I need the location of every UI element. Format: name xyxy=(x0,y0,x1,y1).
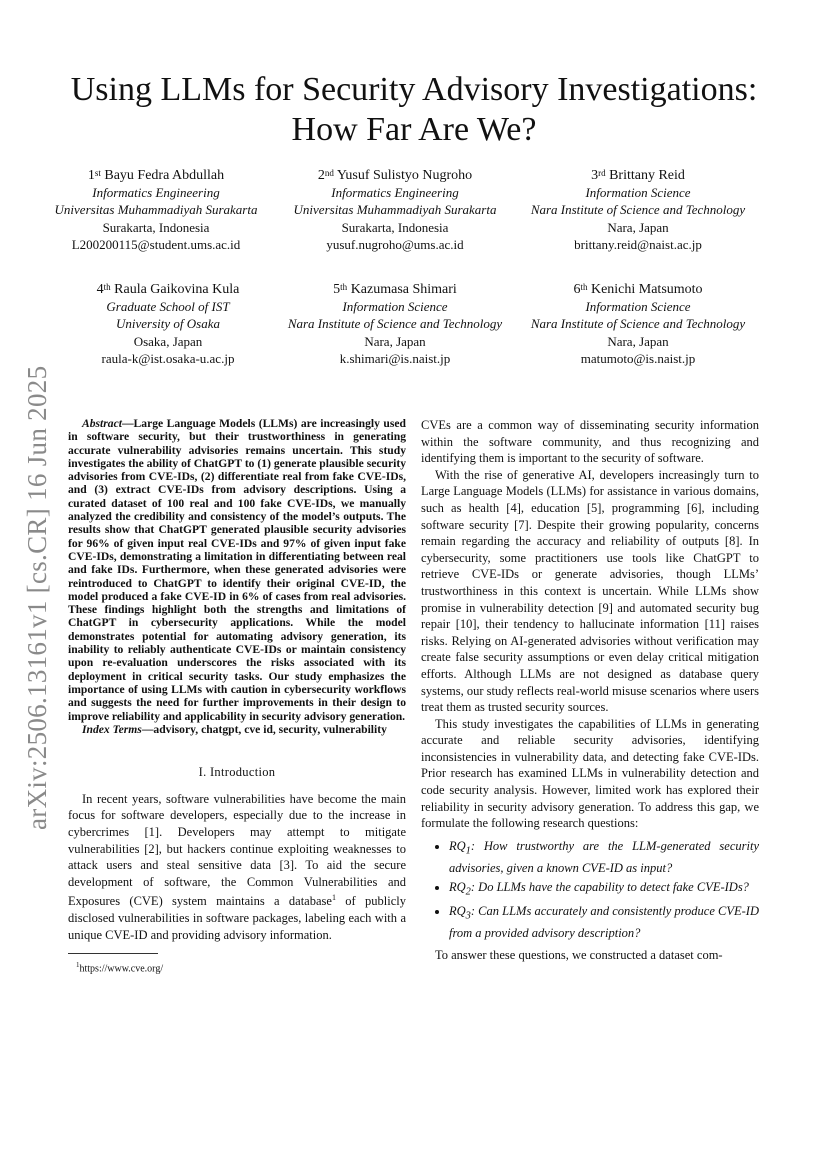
author-email: brittany.reid@naist.ac.jp xyxy=(574,236,702,252)
author-affiliation: Nara Institute of Science and Technology xyxy=(287,316,503,332)
author-affiliation: Nara Institute of Science and Technology xyxy=(530,202,746,218)
footnote-divider xyxy=(68,953,158,954)
author-name: Yusuf Sulistyo Nugroho xyxy=(336,168,473,183)
author-affiliation: Nara Institute of Science and Technology xyxy=(530,316,746,332)
author-department: Information Science xyxy=(342,299,448,315)
author-department: Information Science xyxy=(585,185,691,201)
title-line-2: How Far Are We? xyxy=(291,111,537,148)
footnote: $^1$https://www.cve.org/ xyxy=(76,961,164,975)
author-block-2: 2nd Yusuf Sulistyo Nugroho Informatics Engineering Universitas Muhammadiyah Surakarta Surakarta, Indonesia yusuf.nugroho@ums.ac.id xyxy=(275,167,515,253)
abstract-label: Abstract xyxy=(82,417,122,430)
footnote-marker: 1 xyxy=(331,893,336,903)
author-location: Nara, Japan xyxy=(607,219,669,235)
author-block-6: 6th Kenichi Matsumoto Information Science Nara Institute of Science and Technology Nara, Japan matumoto@is.naist.jp xyxy=(518,281,758,367)
arxiv-identifier-stamp: arXiv:2506.13161v1 [cs.CR] 16 Jun 2025 xyxy=(22,365,52,830)
author-department: Informatics Engineering xyxy=(92,185,220,201)
research-question-3: • $RQ_3$: Can LLMs accurately and consistently produce CVE-ID from a provided advisory description? xyxy=(449,903,759,942)
author-block-5: 5th Kazumasa Shimari Information Science Nara Institute of Science and Technology Nara, Japan k.shimari@is.naist.jp xyxy=(275,281,515,367)
author-location: Nara, Japan xyxy=(364,333,426,349)
right-paragraph-2: With the rise of generative AI, developers increasingly turn to Large Language Models (LLMs) for assistance in various domains, such as health [4], education [5], programming [6], including software security [7]. Despite their growing popularity, concerns remain regarding the accuracy and reliability of outputs [8]. In cybersecurity, some practitioners use tools like ChatGPT to retrieve CVE-IDs or generate advisories, though LLMs’ trustworthiness in this context is uncertain. While LLMs show promise in vulnerability detection [9] and automated security bug repair [10], their tendency to hallucinate information [11] raises risks. Relying on AI-generated advisories without verification may create false security assumptions or even delay critical mitigation efforts. Although LLMs are not designed as database query systems, our study reflects real-world misuse scenarios where users treat them as trusted security sources. xyxy=(421,467,759,715)
section-heading-introduction: I. Introduction xyxy=(198,765,276,780)
paper-title xyxy=(40,70,788,150)
author-name: Bayu Fedra Abdullah xyxy=(104,168,225,183)
author-name: Kenichi Matsumoto xyxy=(590,282,703,297)
right-paragraph-3: This study investigates the capabilities of LLMs in generating accurate and reliable security advisories, identifying inconsistencies in vulnerability data, and detecting fake CVE-IDs. Prior research has examined LLMs in vulnerability detection and code security analysis. However, limited work has explored their reliability in security advisory generation. To address this gap, we formulate the following research questions: xyxy=(421,716,759,831)
author-email: raula-k@ist.osaka-u.ac.jp xyxy=(101,350,235,366)
author-department: Information Science xyxy=(585,299,691,315)
author-location: Osaka, Japan xyxy=(133,333,203,349)
footnote-url: https://www.cve.org/ xyxy=(79,963,164,975)
author-department: Graduate School of IST xyxy=(106,299,230,315)
author-affiliation: University of Osaka xyxy=(116,316,220,332)
title-line-1: Using LLMs for Security Advisory Investigations: xyxy=(70,71,758,108)
abstract-text: —Large Language Models (LLMs) are increasingly used in software security, but their trustworthiness in generating accurate vulnerability advisories remains uncertain. This study investigates the ability of ChatGPT to (1) generate plausible security advisories from CVE-IDs, (2) differentiate real from fake CVE-IDs, and (3) extract CVE-IDs from advisory descriptions. Using a curated dataset of 100 real and 100 fake CVE-IDs, we manually analyzed the credibility and consistency of the model’s outputs. The results show that ChatGPT generated plausible security advisories for 96% of given input real CVE-IDs and 97% of given input fake CVE-IDs, demonstrating a limitation in differentiating between real and fake IDs. Furthermore, when these generated advisories were reintroduced to ChatGPT to identify their original CVE-ID, the model produced a fake CVE-ID in 6% of cases from real advisories. These findings highlight both the strengths and limitations of ChatGPT in cybersecurity applications. While the model demonstrates potential for automating advisory generation, its inability to reliably authenticate CVE-IDs or maintain consistency upon re-evaluation underscores the risks associated with its deployment in critical security tasks. Our study emphasizes the importance of using LLMs with caution in cybersecurity workflows and suggests the need for further improvements in their design to improve reliability and applicability in security advisory generation. xyxy=(68,417,406,723)
author-name: Raula Gaikovina Kula xyxy=(114,282,240,297)
research-questions-list xyxy=(421,838,759,941)
author-block-4: 4th Raula Gaikovina Kula Graduate School of IST University of Osaka Osaka, Japan raula-k@ist.osaka-u.ac.jp xyxy=(48,281,288,367)
right-column xyxy=(421,417,759,964)
author-email: L200200115@student.ums.ac.id xyxy=(71,236,241,252)
research-question-1: • $RQ_1$: How trustworthy are the LLM-generated security advisories, given a known CVE-ID as input? xyxy=(449,838,759,877)
author-block-1: 1st Bayu Fedra Abdullah Informatics Engineering Universitas Muhammadiyah Surakarta Surakarta, Indonesia L200200115@student.ums.ac.id xyxy=(36,167,276,253)
author-name: Kazumasa Shimari xyxy=(350,282,457,297)
intro-paragraph-1: In recent years, software vulnerabilities have become the main focus for software developers, especially due to the increase in cybercrimes [1]. Developers may attempt to mitigate vulnerabilities [2], but hackers continue exploiting weaknesses to attack users and steal sensitive data [3]. To aid the secure development of software, the Common Vulnerabilities and Exposures (CVE) system maintains a database$^1$ of publicly disclosed vulnerabilities in software packages, labeling each with a unique CVE-ID and providing advisory information. xyxy=(68,791,406,942)
right-paragraph-4: To answer these questions, we constructed a dataset com- xyxy=(435,948,723,963)
author-location: Surakarta, Indonesia xyxy=(341,219,449,235)
author-location: Surakarta, Indonesia xyxy=(102,219,210,235)
index-terms-label: Index Terms xyxy=(82,722,142,736)
author-block-3: 3rd Brittany Reid Information Science Nara Institute of Science and Technology Nara, Japan brittany.reid@naist.ac.jp xyxy=(518,167,758,253)
author-name: Brittany Reid xyxy=(609,168,685,183)
index-terms xyxy=(68,723,406,736)
research-question-2: • $RQ_2$: Do LLMs have the capability to detect fake CVE-IDs? xyxy=(449,879,759,901)
author-email: matumoto@is.naist.jp xyxy=(580,350,696,366)
author-department: Informatics Engineering xyxy=(331,185,459,201)
index-terms-text: —advisory, chatgpt, cve id, security, vulnerability xyxy=(141,722,387,736)
author-affiliation: Universitas Muhammadiyah Surakarta xyxy=(293,202,497,218)
left-column xyxy=(68,417,406,976)
right-paragraph-1: CVEs are a common way of disseminating security information within the software community, and thus recognizing and identifying them is important to the security of software. xyxy=(421,418,759,466)
abstract xyxy=(68,417,406,723)
author-email: yusuf.nugroho@ums.ac.id xyxy=(326,236,464,252)
author-location: Nara, Japan xyxy=(607,333,669,349)
author-affiliation: Universitas Muhammadiyah Surakarta xyxy=(54,202,258,218)
author-email: k.shimari@is.naist.jp xyxy=(339,350,451,366)
